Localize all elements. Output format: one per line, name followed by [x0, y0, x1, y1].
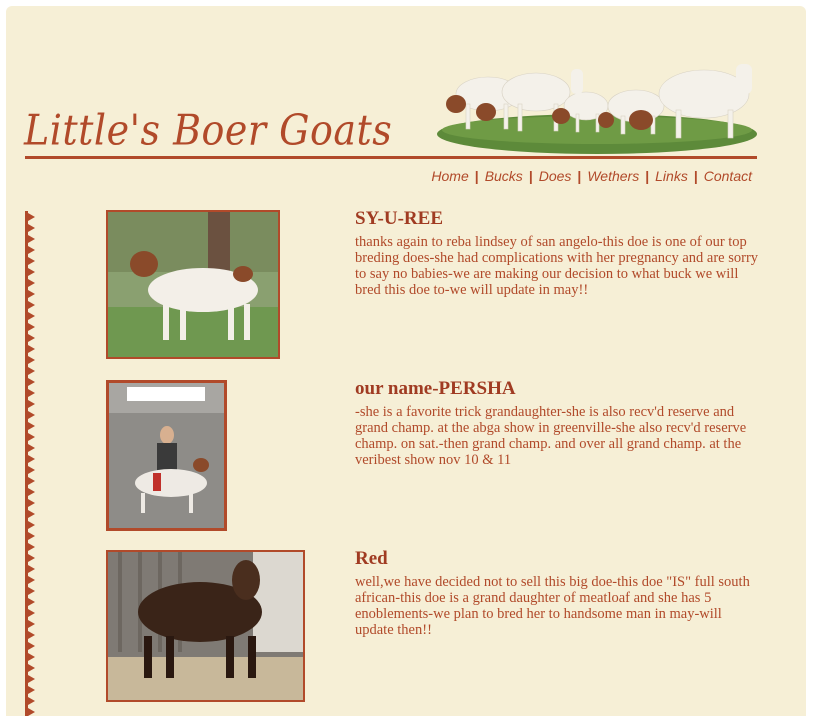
border-arrow — [28, 664, 35, 672]
border-arrow — [28, 367, 35, 375]
main-nav — [427, 168, 756, 184]
goat-photo-persha — [106, 380, 227, 531]
page — [6, 6, 806, 716]
border-arrow — [28, 235, 35, 243]
border-arrow — [28, 224, 35, 232]
nav-does[interactable]: Does — [538, 168, 572, 184]
goat-photo-sy-u-ree — [106, 210, 280, 359]
border-arrow — [28, 356, 35, 364]
border-arrow — [28, 598, 35, 606]
border-arrow — [28, 587, 35, 595]
border-arrow — [28, 345, 35, 353]
border-arrow — [28, 444, 35, 452]
border-arrow — [28, 499, 35, 507]
border-arrow — [28, 246, 35, 254]
border-arrow — [28, 488, 35, 496]
border-arrow — [28, 653, 35, 661]
nav-separator: | — [577, 168, 582, 184]
border-arrow — [28, 433, 35, 441]
entry-description: thanks again to reba lindsey of san angelo-this doe is one of our top breding does-she had complications with her pregnancy and are sorry to say no babies-we are making our decision to what buck we will bred this doe to-we will update in may!! — [355, 234, 759, 298]
nav-separator: | — [693, 168, 698, 184]
border-arrow — [28, 609, 35, 617]
border-arrow — [28, 389, 35, 397]
border-arrow — [28, 378, 35, 386]
side-border-arrows — [28, 211, 38, 716]
border-arrow — [28, 323, 35, 331]
border-arrow — [28, 400, 35, 408]
border-arrow — [28, 565, 35, 573]
border-arrow — [28, 620, 35, 628]
border-arrow — [28, 301, 35, 309]
border-arrow — [28, 686, 35, 694]
header-divider — [25, 156, 757, 159]
border-arrow — [28, 290, 35, 298]
border-arrow — [28, 708, 35, 716]
border-arrow — [28, 675, 35, 683]
border-arrow — [28, 334, 35, 342]
border-arrow — [28, 510, 35, 518]
nav-separator: | — [645, 168, 650, 184]
nav-contact[interactable]: Contact — [703, 168, 752, 184]
goat-photo-red — [106, 550, 305, 702]
border-arrow — [28, 642, 35, 650]
entry-description: well,we have decided not to sell this big doe-this doe "IS" full south african-this doe is a grand daughter of meatloaf and she has 5 enoblements-we plan to bred her to handsome man in may-will update then!! — [355, 574, 750, 638]
border-arrow — [28, 268, 35, 276]
nav-home[interactable]: Home — [431, 168, 469, 184]
border-arrow — [28, 411, 35, 419]
border-arrow — [28, 543, 35, 551]
border-arrow — [28, 477, 35, 485]
entry-description: -she is a favorite trick grandaughter-she is also recv'd reserve and grand champ. at the abga show in greenville-she also recv'd reserve champ. on sat.-then grand champ. and over all grand champ. at the veribest show nov 10 & 11 — [355, 404, 747, 468]
border-arrow — [28, 697, 35, 705]
border-arrow — [28, 213, 35, 221]
border-arrow — [28, 312, 35, 320]
border-arrow — [28, 422, 35, 430]
border-arrow — [28, 521, 35, 529]
border-arrow — [28, 257, 35, 265]
border-arrow — [28, 554, 35, 562]
header-goats-image — [436, 44, 758, 156]
nav-links[interactable]: Links — [655, 168, 688, 184]
nav-separator: | — [474, 168, 479, 184]
border-arrow — [28, 631, 35, 639]
entry-title: SY-U-REE — [355, 208, 443, 229]
entry-title: our name-PERSHA — [355, 378, 516, 399]
site-title: Little's Boer Goats — [24, 106, 393, 155]
border-arrow — [28, 532, 35, 540]
border-arrow — [28, 466, 35, 474]
nav-separator: | — [528, 168, 533, 184]
border-arrow — [28, 455, 35, 463]
border-arrow — [28, 576, 35, 584]
border-arrow — [28, 279, 35, 287]
nav-bucks[interactable]: Bucks — [484, 168, 523, 184]
nav-wethers[interactable]: Wethers — [587, 168, 640, 184]
entry-title: Red — [355, 548, 388, 569]
